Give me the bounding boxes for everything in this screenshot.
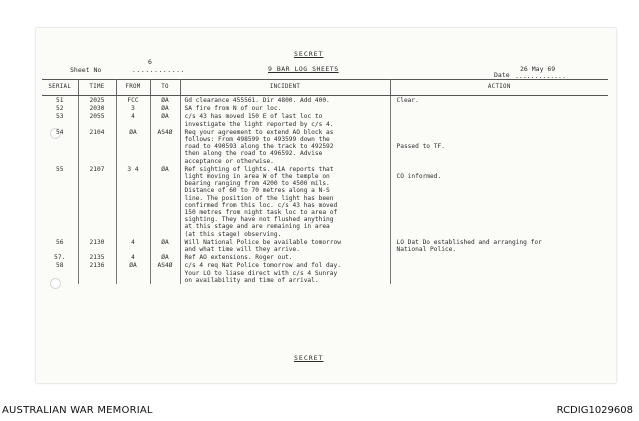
sheet-number-label: Sheet No [70,66,102,74]
action-cell: Passed to TF. [396,143,445,151]
from-cell: ØA [116,128,150,165]
serial-cell: 55 [42,165,78,238]
classification-top: SECRET [294,50,324,58]
column-header-to: TO [150,80,180,96]
log-sheet-page [36,28,616,383]
column-header-action: ACTION [390,80,608,96]
action-cell [390,253,608,261]
serial-cell: 52 [42,104,78,112]
classification-bottom: SECRET [294,354,324,362]
column-header-incident: INCIDENT [180,80,390,96]
date-label: Date [494,71,510,79]
to-cell: ØA [150,96,180,105]
time-cell: 2104 [78,128,116,165]
incident-cell: Ref AO extensions. Roger out. [180,253,390,261]
column-header-time: TIME [78,80,116,96]
table-row [42,128,608,165]
action-cell: Clear. [396,97,419,104]
sheet-number-value: 6 [148,58,152,66]
table-row [42,261,608,284]
action-cell [390,112,608,127]
from-cell: 4 [116,238,150,253]
serial-cell: 58 [42,261,78,284]
table-row [42,96,608,105]
incident-cell: Will National Police be available tomorrow and what time will they arrive. [180,238,390,253]
incident-cell: Gd clearance 455561. Dir 4800. Add 400. [180,96,390,105]
serial-cell: 51 [42,96,78,105]
sheet-title: 9 BAR LOG SHEETS [268,65,339,73]
from-cell: FCC [116,96,150,105]
time-cell: 2030 [78,104,116,112]
serial-cell: 53 [42,112,78,127]
table-row [42,165,608,238]
action-cell [390,261,608,284]
date-dots: ............. [515,72,566,80]
to-cell: ØA [150,104,180,112]
serial-cell: 57. [42,253,78,261]
time-cell: 2130 [78,238,116,253]
incident-cell: SA fire from N of our loc. [180,104,390,112]
log-table [42,79,608,284]
serial-cell: 54 [42,128,78,165]
incident-cell: c/s 43 has moved 150 E of last loc to investigate the light reported by c/s 4. [180,112,390,127]
time-cell: 2136 [78,261,116,284]
from-cell: 3 [116,104,150,112]
to-cell: AS4Ø [150,261,180,284]
archive-credit: AUSTRALIAN WAR MEMORIAL [2,405,153,416]
to-cell: AS4Ø [150,128,180,165]
log-table-header [42,80,608,96]
table-row [42,112,608,127]
time-cell: 2025 [78,96,116,105]
table-row [42,253,608,261]
incident-cell: c/s 4 req Nat Police tomorrow and fol day. Your LO to liase direct with c/s 4 Sunray on availability and time of arrival. [180,261,390,284]
archive-reference-id: RCDIG1029608 [556,405,633,416]
column-header-from: FROM [116,80,150,96]
serial-cell: 56 [42,238,78,253]
incident-cell: Ref sighting of lights. 41A reports that light moving in area W of the temple on bearing ranging from 4200 to 4500 mils. Distance of 60 to 70 metres along a N-S line. The position of the light has been confirmed from this loc. c/s 43 has moved 150 metres from night task loc to area of sighting. They have not flushed anything at this stage and are remaining in area (at this stage) observing. [180,165,390,238]
action-cell: LO Dat Do established and arranging for National Police. [396,238,542,254]
table-row [42,238,608,253]
to-cell: ØA [150,253,180,261]
from-cell: 4 [116,253,150,261]
time-cell: 2135 [78,253,116,261]
time-cell: 2107 [78,165,116,238]
time-cell: 2055 [78,112,116,127]
table-row [42,104,608,112]
date-value: 26 May 69 [520,65,556,73]
incident-cell: Req your agreement to extend AO block as follows: From 498599 to 493599 down the road to 490593 along the track to 492592 then along the road to 496592. Advise acceptance or otherwise. [180,128,390,165]
from-cell: 4 [116,112,150,127]
from-cell: ØA [116,261,150,284]
sheet-number-dots: ............ [132,66,185,74]
to-cell: ØA [150,112,180,127]
action-cell: CO informed. [396,173,442,181]
action-cell [390,104,608,112]
from-cell: 3 4 [116,165,150,238]
to-cell: ØA [150,238,180,253]
to-cell: ØA [150,165,180,238]
column-header-serial: SERIAL [42,80,78,96]
